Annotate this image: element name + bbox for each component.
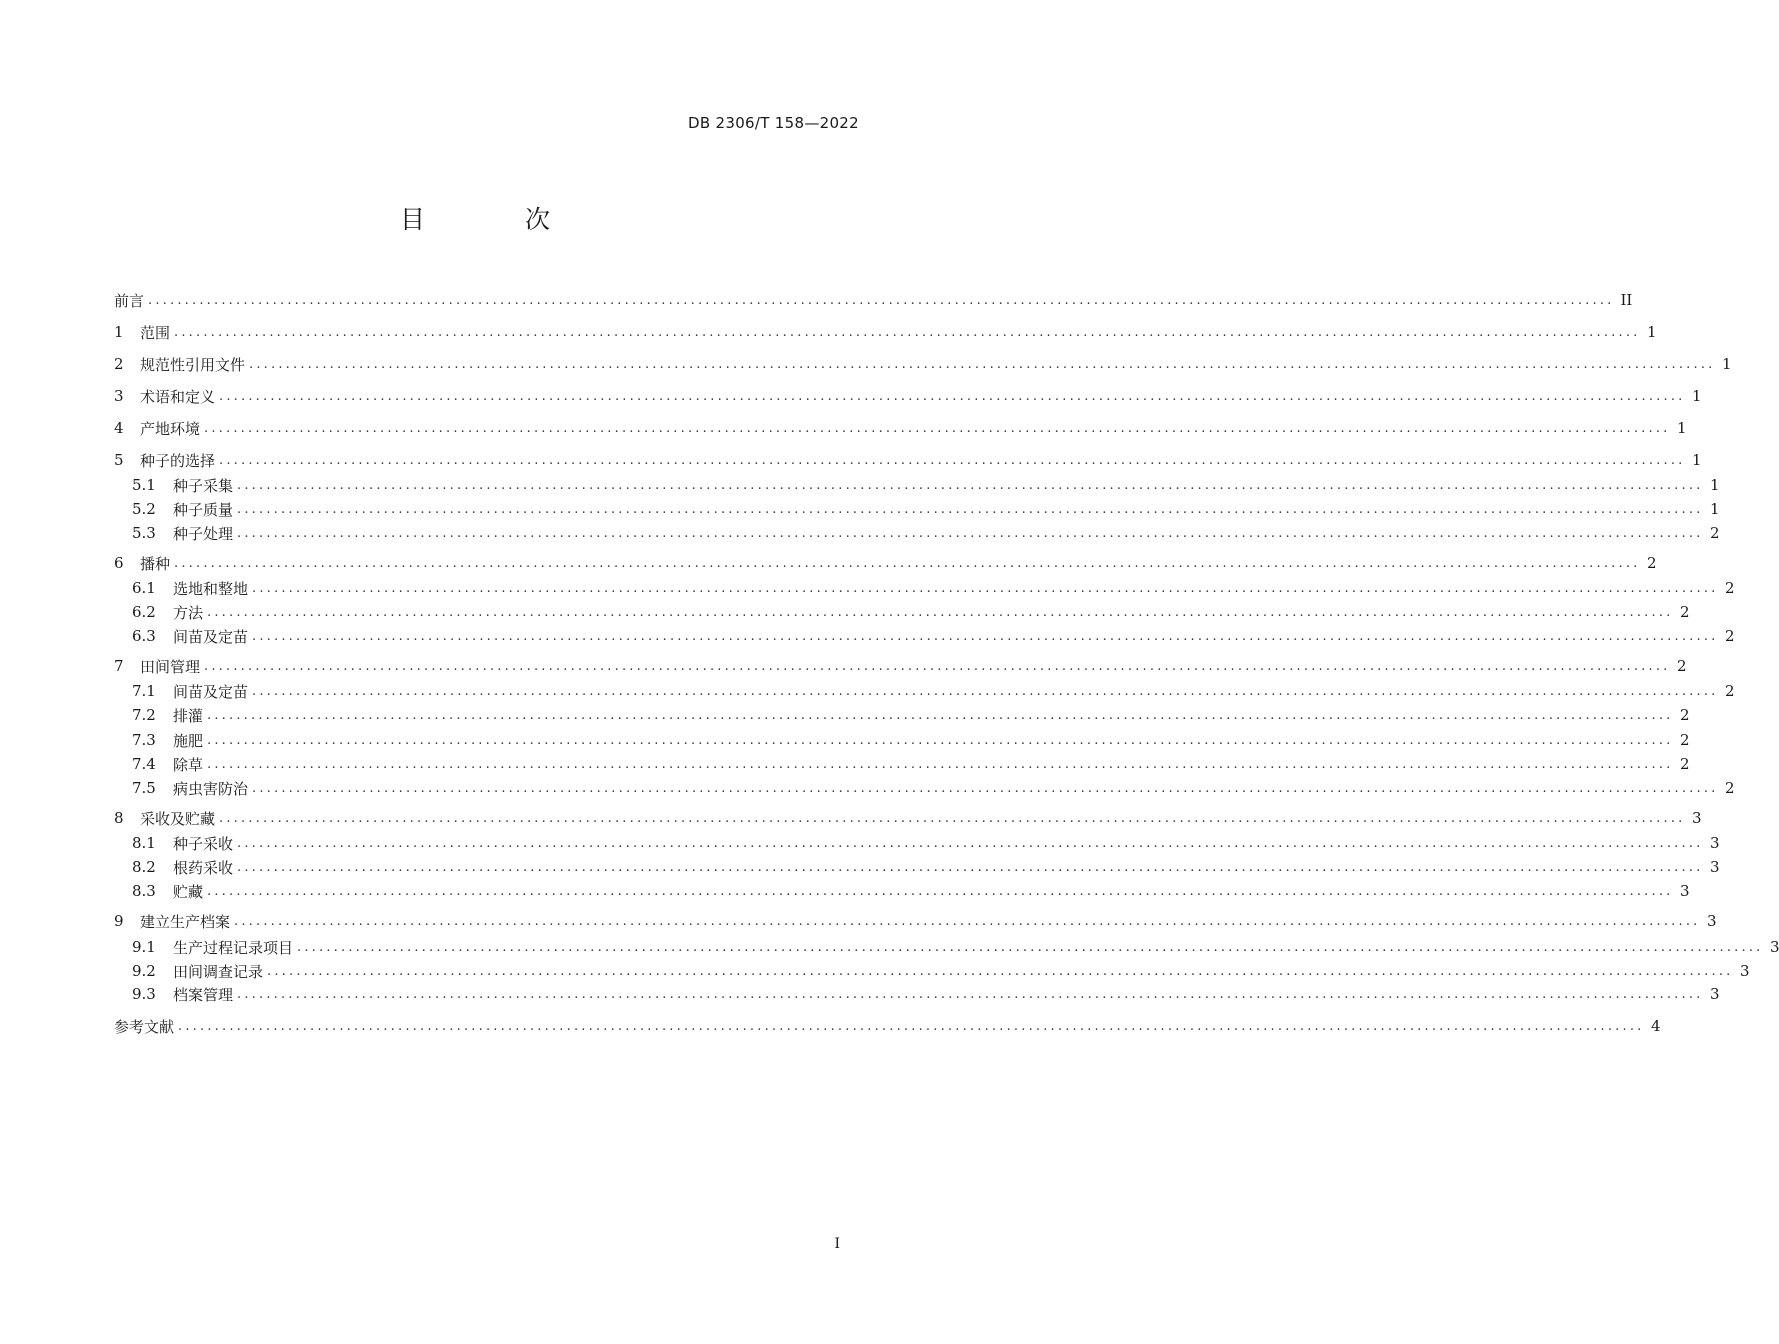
toc-entry-label: 病虫害防治	[173, 779, 249, 798]
toc-entry-label: 建立生产档案	[140, 912, 231, 931]
toc-leader-dots: ........................................................................................................................................................................................................	[207, 883, 1674, 899]
toc-entry-number: 1	[114, 323, 124, 341]
toc-entry-page: 2	[1676, 657, 1687, 675]
toc-entry-label: 种子质量	[173, 500, 234, 519]
toc-entry[interactable]	[114, 777, 1735, 799]
toc-entry-page: 1	[1709, 476, 1720, 494]
toc-leader-dots: ........................................................................................................................................................................................................	[204, 658, 1671, 674]
toc-entry-label: 田间管理	[140, 657, 201, 676]
document-code: DB 2306/T 158—2022	[688, 114, 859, 132]
toc-leader-dots: ........................................................................................................................................................................................................	[252, 780, 1719, 796]
toc-entry-label: 种子的选择	[140, 451, 216, 470]
toc-entry-label: 规范性引用文件	[140, 355, 246, 374]
toc-entry-number: 8	[114, 809, 124, 827]
toc-entry-number: 5.2	[132, 500, 156, 518]
toc-leader-dots: ........................................................................................................................................................................................................	[237, 835, 1704, 851]
toc-entry[interactable]	[114, 880, 1690, 902]
toc-entry-page: 2	[1679, 603, 1690, 621]
toc-leader-dots: ........................................................................................................................................................................................................	[178, 1018, 1645, 1034]
toc-entry-page: 1	[1691, 387, 1702, 405]
toc-entry-label: 采收及贮藏	[140, 809, 216, 828]
toc-entry[interactable]	[114, 449, 1702, 471]
toc-leader-dots: ........................................................................................................................................................................................................	[207, 707, 1674, 723]
toc-entry-number: 8.2	[132, 858, 156, 876]
toc-entry-page: 2	[1679, 731, 1690, 749]
toc-leader-dots: ........................................................................................................................................................................................................	[237, 525, 1704, 541]
toc-entry-number: 7	[114, 657, 124, 675]
toc-entry[interactable]	[114, 474, 1720, 496]
footer-page-number: I	[834, 1236, 840, 1252]
toc-leader-dots: ........................................................................................................................................................................................................	[252, 580, 1719, 596]
toc-entry-number: 5	[114, 451, 124, 469]
toc-entry-number: 2	[114, 355, 124, 373]
toc-leader-dots: ........................................................................................................................................................................................................	[237, 986, 1704, 1002]
toc-entry[interactable]	[114, 680, 1735, 702]
toc-entry-page: 2	[1679, 755, 1690, 773]
toc-entry-number: 5.1	[132, 476, 156, 494]
toc-entry-page: 2	[1709, 524, 1720, 542]
toc-entry-label: 播种	[140, 554, 171, 573]
toc-entry[interactable]	[114, 1015, 1661, 1037]
toc-entry-number: 5.3	[132, 524, 156, 542]
toc-entry[interactable]	[114, 910, 1717, 932]
toc-entry-number: 7.3	[132, 731, 156, 749]
toc-entry-number: 6.2	[132, 603, 156, 621]
toc-entry[interactable]	[114, 577, 1735, 599]
toc-entry-number: 9.1	[132, 938, 156, 956]
toc-entry[interactable]	[114, 960, 1750, 982]
toc-entry-label: 种子采集	[173, 476, 234, 495]
toc-entry-number: 9.3	[132, 985, 156, 1003]
toc-entry-page: 2	[1724, 579, 1735, 597]
toc-leader-dots: ........................................................................................................................................................................................................	[249, 356, 1716, 372]
toc-entry[interactable]	[114, 498, 1720, 520]
toc-entry-label: 产地环境	[140, 419, 201, 438]
toc-entry-label: 间苗及定苗	[173, 682, 249, 701]
toc-leader-dots: ........................................................................................................................................................................................................	[207, 604, 1674, 620]
toc-entry[interactable]	[114, 856, 1720, 878]
toc-entry-label: 档案管理	[173, 985, 234, 1004]
toc-leader-dots: ........................................................................................................................................................................................................	[207, 732, 1674, 748]
toc-entry-page: 3	[1769, 938, 1779, 956]
toc-entry-label: 施肥	[173, 731, 204, 750]
toc-entry-page: 1	[1691, 451, 1702, 469]
toc-entry-label: 田间调查记录	[173, 962, 264, 981]
toc-entry[interactable]	[114, 601, 1690, 623]
toc-leader-dots: ........................................................................................................................................................................................................	[148, 292, 1615, 308]
toc-entry[interactable]	[114, 753, 1690, 775]
toc-entry-number: 6.3	[132, 627, 156, 645]
toc-entry-label: 种子处理	[173, 524, 234, 543]
toc-entry-page: 4	[1650, 1017, 1661, 1035]
toc-entry-label: 方法	[173, 603, 204, 622]
toc-entry[interactable]	[114, 552, 1657, 574]
toc-entry-number: 6.1	[132, 579, 156, 597]
toc-entry-number: 6	[114, 554, 124, 572]
toc-entry[interactable]	[114, 983, 1720, 1005]
toc-entry-number: 3	[114, 387, 124, 405]
toc-entry-number: 8.1	[132, 834, 156, 852]
toc-entry-page: 2	[1679, 706, 1690, 724]
toc-entry-page: 1	[1709, 500, 1720, 518]
toc-leader-dots: ........................................................................................................................................................................................................	[297, 939, 1764, 955]
toc-entry[interactable]	[114, 832, 1720, 854]
toc-entry-page: 1	[1721, 355, 1732, 373]
toc-leader-dots: ........................................................................................................................................................................................................	[267, 963, 1734, 979]
toc-leader-dots: ........................................................................................................................................................................................................	[219, 810, 1686, 826]
toc-entry-page: 3	[1709, 985, 1720, 1003]
toc-entry[interactable]	[114, 625, 1735, 647]
toc-entry-page: 3	[1691, 809, 1702, 827]
toc-entry-page: 2	[1724, 627, 1735, 645]
toc-entry-label: 种子采收	[173, 834, 234, 853]
toc-entry-label: 除草	[173, 755, 204, 774]
toc-leader-dots: ........................................................................................................................................................................................................	[237, 501, 1704, 517]
toc-entry-number: 4	[114, 419, 124, 437]
toc-entry-number: 7.2	[132, 706, 156, 724]
toc-entry-label: 参考文献	[114, 1017, 175, 1036]
toc-entry-page: 3	[1679, 882, 1690, 900]
toc-leader-dots: ........................................................................................................................................................................................................	[219, 388, 1686, 404]
toc-entry-page: 3	[1739, 962, 1750, 980]
toc-entry-label: 选地和整地	[173, 579, 249, 598]
toc-entry-page: 2	[1724, 682, 1735, 700]
toc-entry-label: 术语和定义	[140, 387, 216, 406]
toc-entry-label: 根药采收	[173, 858, 234, 877]
toc-leader-dots: ........................................................................................................................................................................................................	[219, 452, 1686, 468]
toc-entry-label: 排灌	[173, 706, 204, 725]
toc-leader-dots: ........................................................................................................................................................................................................	[234, 913, 1701, 929]
toc-entry-number: 9.2	[132, 962, 156, 980]
toc-entry-label: 贮藏	[173, 882, 204, 901]
toc-entry[interactable]	[114, 655, 1687, 677]
toc-entry-page: II	[1620, 291, 1633, 309]
toc-entry-label: 生产过程记录项目	[173, 938, 294, 957]
toc-entry[interactable]	[114, 729, 1690, 751]
toc-entry-label: 范围	[140, 323, 171, 342]
toc-entry[interactable]	[114, 353, 1732, 375]
toc-leader-dots: ........................................................................................................................................................................................................	[207, 756, 1674, 772]
toc-entry[interactable]	[114, 417, 1687, 439]
toc-entry-number: 9	[114, 912, 124, 930]
toc-entry-number: 7.4	[132, 755, 156, 773]
toc-leader-dots: ........................................................................................................................................................................................................	[174, 555, 1641, 571]
page-title: 目 次	[400, 205, 596, 234]
toc-entry[interactable]	[114, 321, 1657, 343]
toc-leader-dots: ........................................................................................................................................................................................................	[237, 477, 1704, 493]
toc-entry-page: 1	[1676, 419, 1687, 437]
toc-entry[interactable]	[114, 936, 1779, 958]
toc-entry-number: 7.1	[132, 682, 156, 700]
toc-entry-page: 3	[1709, 834, 1720, 852]
toc-leader-dots: ........................................................................................................................................................................................................	[174, 324, 1641, 340]
toc-entry[interactable]	[114, 704, 1690, 726]
toc-entry[interactable]	[114, 807, 1702, 829]
toc-entry-page: 1	[1646, 323, 1657, 341]
toc-leader-dots: ........................................................................................................................................................................................................	[237, 859, 1704, 875]
toc-entry-page: 3	[1706, 912, 1717, 930]
toc-entry[interactable]	[114, 522, 1720, 544]
toc-entry-label: 前言	[114, 291, 145, 310]
toc-entry-number: 8.3	[132, 882, 156, 900]
toc-entry[interactable]	[114, 385, 1702, 407]
toc-entry-page: 2	[1724, 779, 1735, 797]
toc-leader-dots: ........................................................................................................................................................................................................	[204, 420, 1671, 436]
toc-leader-dots: ........................................................................................................................................................................................................	[252, 628, 1719, 644]
toc-entry-number: 7.5	[132, 779, 156, 797]
toc-entry[interactable]	[114, 289, 1633, 311]
toc-leader-dots: ........................................................................................................................................................................................................	[252, 683, 1719, 699]
toc-entry-page: 2	[1646, 554, 1657, 572]
toc-entry-label: 间苗及定苗	[173, 627, 249, 646]
toc-entry-page: 3	[1709, 858, 1720, 876]
